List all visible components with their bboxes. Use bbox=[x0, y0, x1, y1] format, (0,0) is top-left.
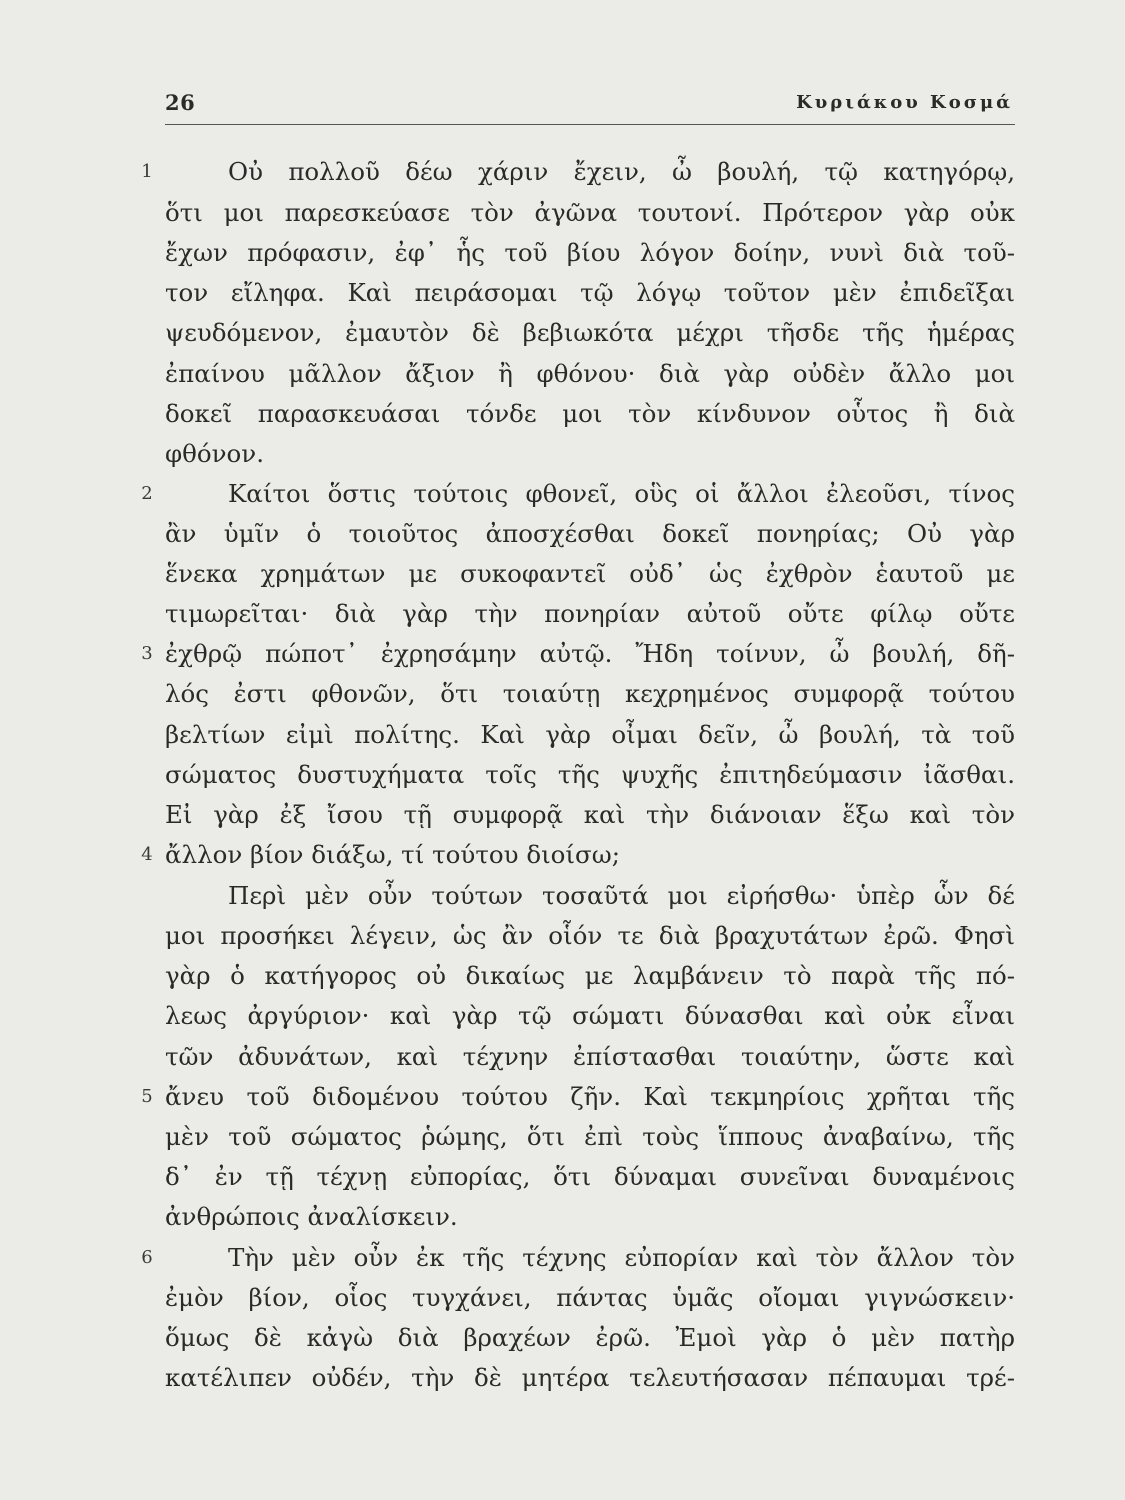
text-line: φθόνον. bbox=[165, 439, 264, 468]
text-line: μοι προσήκει λέγειν, ὡς ἂν οἷόν τε διὰ βραχυτάτων ἐρῶ. Φησὶ bbox=[165, 921, 1015, 950]
text-line: ἕνεκα χρημάτων με συκοφαντεῖ οὐδ᾽ ὡς ἐχθρὸν ἑαυτοῦ με bbox=[165, 559, 1015, 588]
page-number: 26 bbox=[165, 90, 196, 115]
text-line: Οὐ πολλοῦ δέω χάριν ἔχειν, ὦ βουλή, τῷ κατηγόρῳ, bbox=[228, 157, 1015, 186]
text-line: ἐχθρῷ πώποτ᾽ ἐχρησάμην αὐτῷ. Ἤδη τοίνυν, ὦ βουλή, δῆ- bbox=[165, 639, 1015, 668]
section-number: 2 bbox=[141, 483, 153, 504]
text-line: λός ἐστι φθονῶν, ὅτι τοιαύτῃ κεχρημένος συμφορᾷ τούτου bbox=[165, 679, 1015, 708]
text-line: λεως ἀργύριον· καὶ γὰρ τῷ σώματι δύνασθαι καὶ οὐκ εἶναι bbox=[165, 1001, 1015, 1030]
text-line: βελτίων εἰμὶ πολίτης. Καὶ γὰρ οἶμαι δεῖν, ὦ βουλή, τὰ τοῦ bbox=[165, 720, 1015, 749]
running-head: Κυριάκου Κοσμά bbox=[796, 92, 1013, 113]
section-number: 6 bbox=[141, 1247, 153, 1268]
text-line: ἔχων πρόφασιν, ἐφ᾽ ἧς τοῦ βίου λόγον δοίην, νυνὶ διὰ τοῦ- bbox=[165, 238, 1015, 267]
text-line: ἐμὸν βίον, οἷος τυγχάνει, πάντας ὑμᾶς οἴομαι γιγνώσκειν· bbox=[165, 1283, 1015, 1312]
text-line: σώματος δυστυχήματα τοῖς τῆς ψυχῆς ἐπιτηδεύμασιν ἰᾶσθαι. bbox=[165, 760, 1015, 789]
text-line: τῶν ἀδυνάτων, καὶ τέχνην ἐπίστασθαι τοιαύτην, ὥστε καὶ bbox=[165, 1042, 1015, 1071]
text-line: ὅμως δὲ κἀγὼ διὰ βραχέων ἐρῶ. Ἐμοὶ γὰρ ὁ μὲν πατὴρ bbox=[165, 1323, 1015, 1352]
text-line: τον εἴληφα. Καὶ πειράσομαι τῷ λόγῳ τοῦτον μὲν ἐπιδεῖξαι bbox=[165, 278, 1015, 307]
text-line: ἐπαίνου μᾶλλον ἄξιον ἢ φθόνου· διὰ γὰρ οὐδὲν ἄλλο μοι bbox=[165, 359, 1015, 388]
section-number: 1 bbox=[141, 161, 153, 182]
text-line: κατέλιπεν οὐδέν, τὴν δὲ μητέρα τελευτήσασαν πέπαυμαι τρέ- bbox=[165, 1363, 1015, 1392]
text-line: ἄλλον βίον διάξω, τί τούτου διοίσω; bbox=[165, 840, 620, 869]
text-line: ἀνθρώποις ἀναλίσκειν. bbox=[165, 1202, 458, 1231]
page-header bbox=[165, 88, 1015, 125]
text-line: ἂν ὑμῖν ὁ τοιοῦτος ἀποσχέσθαι δοκεῖ πονηρίας; Οὐ γὰρ bbox=[165, 519, 1015, 548]
text-line: Τὴν μὲν οὖν ἐκ τῆς τέχνης εὐπορίαν καὶ τὸν ἄλλον τὸν bbox=[228, 1243, 1015, 1272]
text-line: μὲν τοῦ σώματος ῥώμης, ὅτι ἐπὶ τοὺς ἵππους ἀναβαίνω, τῆς bbox=[165, 1122, 1015, 1151]
section-number: 3 bbox=[141, 643, 153, 664]
section-number: 4 bbox=[141, 844, 153, 865]
text-line: δ᾽ ἐν τῇ τέχνῃ εὐπορίας, ὅτι δύναμαι συνεῖναι δυναμένοις bbox=[165, 1162, 1015, 1191]
text-line: ἄνευ τοῦ διδομένου τούτου ζῆν. Καὶ τεκμηρίοις χρῆται τῆς bbox=[165, 1082, 1015, 1111]
text-line: τιμωρεῖται· διὰ γὰρ τὴν πονηρίαν αὐτοῦ οὔτε φίλῳ οὔτε bbox=[165, 599, 1015, 628]
text-line: Καίτοι ὅστις τούτοις φθονεῖ, οὓς οἱ ἄλλοι ἐλεοῦσι, τίνος bbox=[228, 479, 1015, 508]
section-number: 5 bbox=[141, 1086, 153, 1107]
text-line: Εἰ γὰρ ἐξ ἴσου τῇ συμφορᾷ καὶ τὴν διάνοιαν ἕξω καὶ τὸν bbox=[165, 800, 1015, 829]
text-line: γὰρ ὁ κατήγορος οὐ δικαίως με λαμβάνειν τὸ παρὰ τῆς πό- bbox=[165, 961, 1015, 990]
text-line: Περὶ μὲν οὖν τούτων τοσαῦτά μοι εἰρήσθω· ὑπὲρ ὧν δέ bbox=[228, 881, 1015, 910]
text-line: δοκεῖ παρασκευάσαι τόνδε μοι τὸν κίνδυνον οὗτος ἢ διὰ bbox=[165, 399, 1015, 428]
text-line: ψευδόμενον, ἐμαυτὸν δὲ βεβιωκότα μέχρι τῆσδε τῆς ἡμέρας bbox=[165, 318, 1015, 347]
text-line: ὅτι μοι παρεσκεύασε τὸν ἀγῶνα τουτονί. Πρότερον γὰρ οὐκ bbox=[165, 198, 1015, 227]
